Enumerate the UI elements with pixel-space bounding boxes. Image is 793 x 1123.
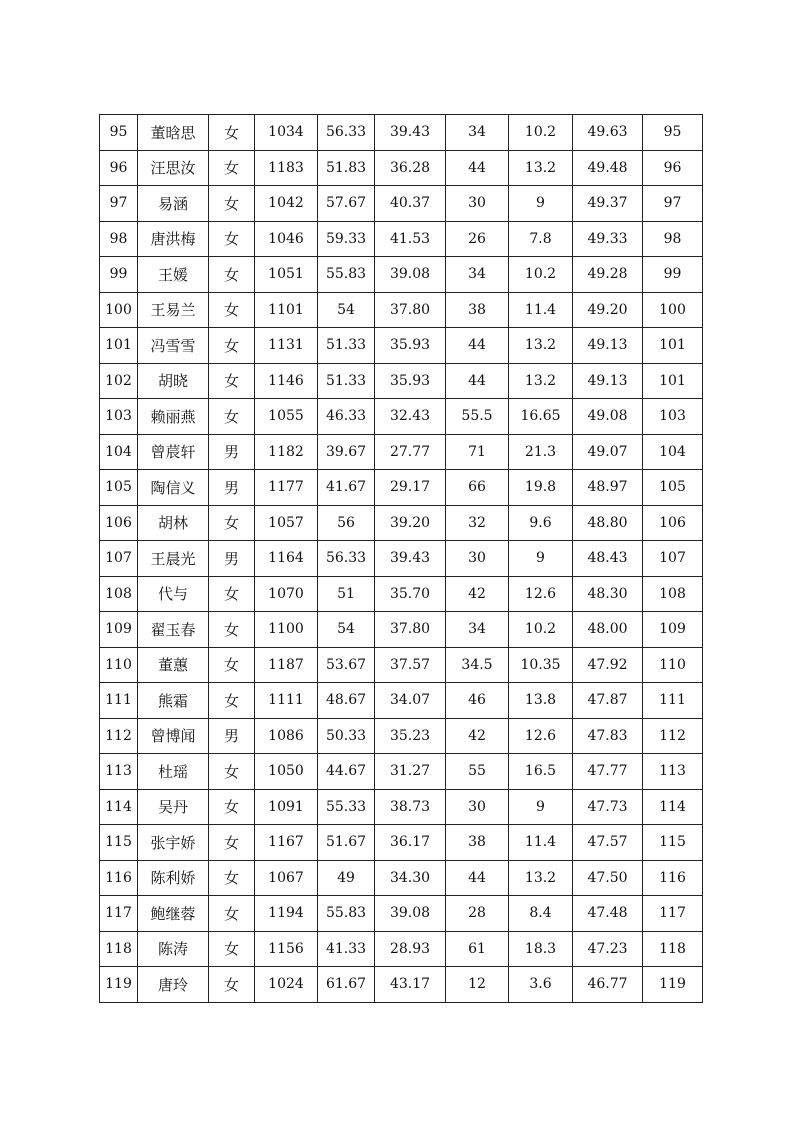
weighted-b-cell: 13.2 <box>509 363 573 399</box>
name-cell: 唐洪梅 <box>138 221 209 257</box>
table-row <box>100 647 703 683</box>
gender-cell: 女 <box>209 789 255 825</box>
score-a-cell: 56 <box>318 505 375 541</box>
gender-cell: 女 <box>209 328 255 364</box>
total-cell: 49.13 <box>573 363 643 399</box>
name-cell: 董晗思 <box>138 115 209 151</box>
final-rank-cell: 100 <box>643 292 703 328</box>
total-cell: 49.13 <box>573 328 643 364</box>
table-row <box>100 967 703 1003</box>
weighted-a-cell: 39.43 <box>375 115 446 151</box>
weighted-b-cell: 10.35 <box>509 647 573 683</box>
weighted-b-cell: 7.8 <box>509 221 573 257</box>
gender-cell: 女 <box>209 647 255 683</box>
gender-cell: 女 <box>209 860 255 896</box>
weighted-a-cell: 39.08 <box>375 257 446 293</box>
score-b-cell: 34.5 <box>446 647 509 683</box>
weighted-b-cell: 9.6 <box>509 505 573 541</box>
gender-cell: 女 <box>209 115 255 151</box>
rank-cell: 101 <box>100 328 138 364</box>
table-row <box>100 115 703 151</box>
table-row <box>100 896 703 932</box>
weighted-a-cell: 35.23 <box>375 718 446 754</box>
gender-cell: 女 <box>209 825 255 861</box>
gender-cell: 男 <box>209 434 255 470</box>
table-row <box>100 718 703 754</box>
rank-cell: 98 <box>100 221 138 257</box>
weighted-a-cell: 34.30 <box>375 860 446 896</box>
rank-cell: 105 <box>100 470 138 506</box>
score-b-cell: 44 <box>446 860 509 896</box>
rank-cell: 96 <box>100 150 138 186</box>
name-cell: 翟玉春 <box>138 612 209 648</box>
weighted-b-cell: 8.4 <box>509 896 573 932</box>
score-b-cell: 61 <box>446 931 509 967</box>
final-rank-cell: 99 <box>643 257 703 293</box>
score-a-cell: 51.33 <box>318 328 375 364</box>
total-cell: 47.83 <box>573 718 643 754</box>
weighted-b-cell: 13.2 <box>509 860 573 896</box>
weighted-a-cell: 39.20 <box>375 505 446 541</box>
final-rank-cell: 110 <box>643 647 703 683</box>
total-cell: 47.77 <box>573 754 643 790</box>
id-cell: 1194 <box>255 896 318 932</box>
table-row <box>100 186 703 222</box>
rank-cell: 112 <box>100 718 138 754</box>
final-rank-cell: 107 <box>643 541 703 577</box>
weighted-a-cell: 37.57 <box>375 647 446 683</box>
score-a-cell: 51.83 <box>318 150 375 186</box>
rank-cell: 117 <box>100 896 138 932</box>
table-row <box>100 150 703 186</box>
total-cell: 47.23 <box>573 931 643 967</box>
weighted-a-cell: 43.17 <box>375 967 446 1003</box>
name-cell: 张宇娇 <box>138 825 209 861</box>
score-b-cell: 38 <box>446 292 509 328</box>
score-b-cell: 55.5 <box>446 399 509 435</box>
rank-cell: 114 <box>100 789 138 825</box>
rank-cell: 95 <box>100 115 138 151</box>
score-table-body <box>100 115 703 1003</box>
total-cell: 49.28 <box>573 257 643 293</box>
table-row <box>100 292 703 328</box>
total-cell: 47.48 <box>573 896 643 932</box>
name-cell: 胡晓 <box>138 363 209 399</box>
rank-cell: 110 <box>100 647 138 683</box>
score-b-cell: 71 <box>446 434 509 470</box>
table-row <box>100 505 703 541</box>
total-cell: 49.07 <box>573 434 643 470</box>
rank-cell: 115 <box>100 825 138 861</box>
final-rank-cell: 114 <box>643 789 703 825</box>
name-cell: 冯雪雪 <box>138 328 209 364</box>
id-cell: 1024 <box>255 967 318 1003</box>
gender-cell: 女 <box>209 221 255 257</box>
table-row <box>100 860 703 896</box>
gender-cell: 女 <box>209 257 255 293</box>
gender-cell: 女 <box>209 576 255 612</box>
name-cell: 胡林 <box>138 505 209 541</box>
score-b-cell: 38 <box>446 825 509 861</box>
rank-cell: 99 <box>100 257 138 293</box>
name-cell: 汪思汝 <box>138 150 209 186</box>
gender-cell: 女 <box>209 612 255 648</box>
weighted-b-cell: 3.6 <box>509 967 573 1003</box>
final-rank-cell: 117 <box>643 896 703 932</box>
weighted-b-cell: 21.3 <box>509 434 573 470</box>
total-cell: 49.37 <box>573 186 643 222</box>
rank-cell: 102 <box>100 363 138 399</box>
weighted-a-cell: 40.37 <box>375 186 446 222</box>
name-cell: 代与 <box>138 576 209 612</box>
score-b-cell: 44 <box>446 363 509 399</box>
score-a-cell: 49 <box>318 860 375 896</box>
table-row <box>100 257 703 293</box>
table-row <box>100 931 703 967</box>
weighted-b-cell: 16.65 <box>509 399 573 435</box>
id-cell: 1187 <box>255 647 318 683</box>
total-cell: 49.20 <box>573 292 643 328</box>
weighted-b-cell: 11.4 <box>509 825 573 861</box>
id-cell: 1050 <box>255 754 318 790</box>
final-rank-cell: 106 <box>643 505 703 541</box>
table-row <box>100 612 703 648</box>
final-rank-cell: 104 <box>643 434 703 470</box>
score-b-cell: 30 <box>446 541 509 577</box>
name-cell: 杜瑶 <box>138 754 209 790</box>
rank-cell: 118 <box>100 931 138 967</box>
score-a-cell: 56.33 <box>318 115 375 151</box>
gender-cell: 女 <box>209 150 255 186</box>
weighted-b-cell: 13.8 <box>509 683 573 719</box>
weighted-a-cell: 37.80 <box>375 292 446 328</box>
table-row <box>100 363 703 399</box>
gender-cell: 女 <box>209 292 255 328</box>
weighted-b-cell: 13.2 <box>509 328 573 364</box>
weighted-b-cell: 10.2 <box>509 612 573 648</box>
name-cell: 董蕙 <box>138 647 209 683</box>
total-cell: 49.48 <box>573 150 643 186</box>
score-a-cell: 41.67 <box>318 470 375 506</box>
final-rank-cell: 96 <box>643 150 703 186</box>
final-rank-cell: 101 <box>643 363 703 399</box>
id-cell: 1164 <box>255 541 318 577</box>
score-b-cell: 46 <box>446 683 509 719</box>
name-cell: 赖丽燕 <box>138 399 209 435</box>
score-a-cell: 50.33 <box>318 718 375 754</box>
id-cell: 1091 <box>255 789 318 825</box>
weighted-b-cell: 13.2 <box>509 150 573 186</box>
weighted-a-cell: 31.27 <box>375 754 446 790</box>
id-cell: 1100 <box>255 612 318 648</box>
gender-cell: 女 <box>209 967 255 1003</box>
rank-cell: 109 <box>100 612 138 648</box>
id-cell: 1055 <box>255 399 318 435</box>
score-b-cell: 34 <box>446 257 509 293</box>
table-row <box>100 754 703 790</box>
total-cell: 48.97 <box>573 470 643 506</box>
gender-cell: 女 <box>209 505 255 541</box>
gender-cell: 男 <box>209 541 255 577</box>
final-rank-cell: 95 <box>643 115 703 151</box>
table-row <box>100 683 703 719</box>
weighted-b-cell: 10.2 <box>509 257 573 293</box>
id-cell: 1111 <box>255 683 318 719</box>
weighted-b-cell: 11.4 <box>509 292 573 328</box>
table-row <box>100 399 703 435</box>
name-cell: 曾博闻 <box>138 718 209 754</box>
id-cell: 1167 <box>255 825 318 861</box>
weighted-b-cell: 12.6 <box>509 718 573 754</box>
weighted-a-cell: 39.43 <box>375 541 446 577</box>
score-a-cell: 61.67 <box>318 967 375 1003</box>
final-rank-cell: 115 <box>643 825 703 861</box>
score-table <box>99 114 703 1003</box>
table-row <box>100 825 703 861</box>
score-a-cell: 41.33 <box>318 931 375 967</box>
rank-cell: 116 <box>100 860 138 896</box>
name-cell: 易涵 <box>138 186 209 222</box>
total-cell: 47.87 <box>573 683 643 719</box>
gender-cell: 男 <box>209 470 255 506</box>
score-b-cell: 30 <box>446 186 509 222</box>
name-cell: 唐玲 <box>138 967 209 1003</box>
final-rank-cell: 97 <box>643 186 703 222</box>
weighted-a-cell: 27.77 <box>375 434 446 470</box>
score-b-cell: 32 <box>446 505 509 541</box>
score-b-cell: 12 <box>446 967 509 1003</box>
id-cell: 1057 <box>255 505 318 541</box>
score-a-cell: 55.83 <box>318 257 375 293</box>
total-cell: 46.77 <box>573 967 643 1003</box>
final-rank-cell: 108 <box>643 576 703 612</box>
total-cell: 48.43 <box>573 541 643 577</box>
weighted-b-cell: 16.5 <box>509 754 573 790</box>
rank-cell: 106 <box>100 505 138 541</box>
score-b-cell: 42 <box>446 576 509 612</box>
id-cell: 1070 <box>255 576 318 612</box>
score-b-cell: 26 <box>446 221 509 257</box>
rank-cell: 97 <box>100 186 138 222</box>
name-cell: 鲍继蓉 <box>138 896 209 932</box>
rank-cell: 103 <box>100 399 138 435</box>
rank-cell: 119 <box>100 967 138 1003</box>
total-cell: 48.30 <box>573 576 643 612</box>
table-row <box>100 789 703 825</box>
weighted-a-cell: 28.93 <box>375 931 446 967</box>
gender-cell: 男 <box>209 718 255 754</box>
total-cell: 47.92 <box>573 647 643 683</box>
weighted-a-cell: 29.17 <box>375 470 446 506</box>
rank-cell: 100 <box>100 292 138 328</box>
weighted-a-cell: 32.43 <box>375 399 446 435</box>
score-b-cell: 66 <box>446 470 509 506</box>
name-cell: 陈利娇 <box>138 860 209 896</box>
weighted-b-cell: 9 <box>509 186 573 222</box>
weighted-a-cell: 38.73 <box>375 789 446 825</box>
score-a-cell: 51.33 <box>318 363 375 399</box>
rank-cell: 113 <box>100 754 138 790</box>
table-row <box>100 470 703 506</box>
score-a-cell: 51 <box>318 576 375 612</box>
gender-cell: 女 <box>209 931 255 967</box>
weighted-a-cell: 39.08 <box>375 896 446 932</box>
rank-cell: 108 <box>100 576 138 612</box>
final-rank-cell: 98 <box>643 221 703 257</box>
score-a-cell: 39.67 <box>318 434 375 470</box>
score-b-cell: 55 <box>446 754 509 790</box>
final-rank-cell: 103 <box>643 399 703 435</box>
gender-cell: 女 <box>209 754 255 790</box>
total-cell: 48.80 <box>573 505 643 541</box>
name-cell: 曾莀轩 <box>138 434 209 470</box>
final-rank-cell: 101 <box>643 328 703 364</box>
name-cell: 王媛 <box>138 257 209 293</box>
score-b-cell: 34 <box>446 115 509 151</box>
score-b-cell: 42 <box>446 718 509 754</box>
final-rank-cell: 111 <box>643 683 703 719</box>
score-a-cell: 59.33 <box>318 221 375 257</box>
weighted-a-cell: 41.53 <box>375 221 446 257</box>
name-cell: 熊霜 <box>138 683 209 719</box>
name-cell: 王晨光 <box>138 541 209 577</box>
score-b-cell: 44 <box>446 328 509 364</box>
score-b-cell: 44 <box>446 150 509 186</box>
gender-cell: 女 <box>209 683 255 719</box>
score-a-cell: 51.67 <box>318 825 375 861</box>
id-cell: 1183 <box>255 150 318 186</box>
weighted-a-cell: 35.93 <box>375 328 446 364</box>
final-rank-cell: 116 <box>643 860 703 896</box>
final-rank-cell: 113 <box>643 754 703 790</box>
score-a-cell: 48.67 <box>318 683 375 719</box>
weighted-a-cell: 36.28 <box>375 150 446 186</box>
weighted-a-cell: 35.70 <box>375 576 446 612</box>
total-cell: 49.08 <box>573 399 643 435</box>
id-cell: 1067 <box>255 860 318 896</box>
id-cell: 1051 <box>255 257 318 293</box>
total-cell: 47.57 <box>573 825 643 861</box>
gender-cell: 女 <box>209 186 255 222</box>
weighted-b-cell: 12.6 <box>509 576 573 612</box>
final-rank-cell: 119 <box>643 967 703 1003</box>
rank-cell: 107 <box>100 541 138 577</box>
gender-cell: 女 <box>209 399 255 435</box>
total-cell: 47.73 <box>573 789 643 825</box>
name-cell: 王易兰 <box>138 292 209 328</box>
table-row <box>100 328 703 364</box>
score-a-cell: 53.67 <box>318 647 375 683</box>
final-rank-cell: 112 <box>643 718 703 754</box>
weighted-a-cell: 34.07 <box>375 683 446 719</box>
score-a-cell: 55.83 <box>318 896 375 932</box>
score-a-cell: 57.67 <box>318 186 375 222</box>
table-row <box>100 434 703 470</box>
total-cell: 47.50 <box>573 860 643 896</box>
rank-cell: 104 <box>100 434 138 470</box>
score-a-cell: 46.33 <box>318 399 375 435</box>
table-row <box>100 576 703 612</box>
weighted-b-cell: 18.3 <box>509 931 573 967</box>
id-cell: 1042 <box>255 186 318 222</box>
weighted-a-cell: 36.17 <box>375 825 446 861</box>
id-cell: 1182 <box>255 434 318 470</box>
name-cell: 陈涛 <box>138 931 209 967</box>
score-a-cell: 55.33 <box>318 789 375 825</box>
score-a-cell: 54 <box>318 292 375 328</box>
total-cell: 48.00 <box>573 612 643 648</box>
rank-cell: 111 <box>100 683 138 719</box>
id-cell: 1156 <box>255 931 318 967</box>
weighted-b-cell: 19.8 <box>509 470 573 506</box>
id-cell: 1046 <box>255 221 318 257</box>
final-rank-cell: 118 <box>643 931 703 967</box>
id-cell: 1034 <box>255 115 318 151</box>
total-cell: 49.63 <box>573 115 643 151</box>
weighted-b-cell: 9 <box>509 541 573 577</box>
gender-cell: 女 <box>209 896 255 932</box>
score-b-cell: 34 <box>446 612 509 648</box>
score-a-cell: 44.67 <box>318 754 375 790</box>
total-cell: 49.33 <box>573 221 643 257</box>
weighted-a-cell: 37.80 <box>375 612 446 648</box>
score-b-cell: 30 <box>446 789 509 825</box>
weighted-a-cell: 35.93 <box>375 363 446 399</box>
id-cell: 1177 <box>255 470 318 506</box>
final-rank-cell: 109 <box>643 612 703 648</box>
table-row <box>100 221 703 257</box>
score-a-cell: 56.33 <box>318 541 375 577</box>
score-a-cell: 54 <box>318 612 375 648</box>
table-row <box>100 541 703 577</box>
weighted-b-cell: 9 <box>509 789 573 825</box>
id-cell: 1101 <box>255 292 318 328</box>
name-cell: 吴丹 <box>138 789 209 825</box>
gender-cell: 女 <box>209 363 255 399</box>
name-cell: 陶信义 <box>138 470 209 506</box>
weighted-b-cell: 10.2 <box>509 115 573 151</box>
final-rank-cell: 105 <box>643 470 703 506</box>
id-cell: 1086 <box>255 718 318 754</box>
score-b-cell: 28 <box>446 896 509 932</box>
id-cell: 1146 <box>255 363 318 399</box>
id-cell: 1131 <box>255 328 318 364</box>
